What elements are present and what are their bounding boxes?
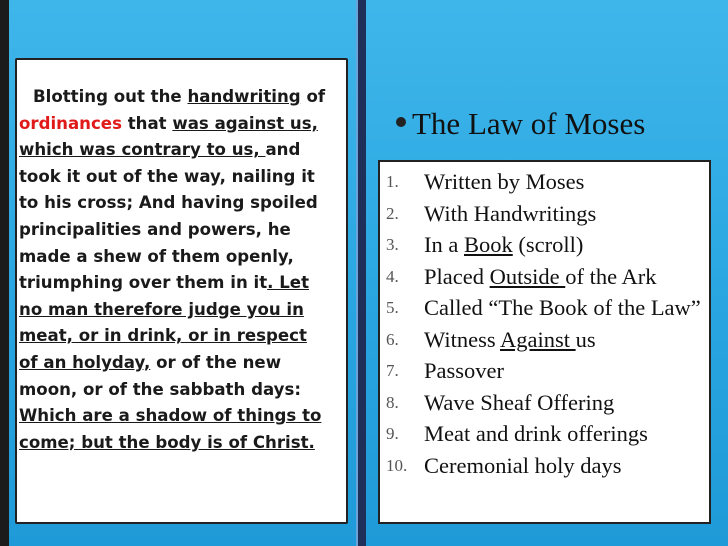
- list-item-run: Against: [499, 326, 576, 352]
- scripture-run: . Let: [267, 273, 309, 293]
- scripture-run: moon, or of the sabbath days:: [19, 379, 301, 399]
- list-item-text: [424, 229, 706, 261]
- scripture-run: no man therefore judge you in: [19, 299, 304, 319]
- list-item-run: of the Ark: [565, 263, 657, 289]
- list-item: [386, 324, 706, 356]
- scripture-run: was against us,: [172, 113, 318, 133]
- scripture-run: or of the new: [150, 352, 282, 372]
- scripture-line: [19, 164, 351, 191]
- list-item-text: [424, 166, 706, 198]
- list-item-run: (scroll): [512, 232, 584, 257]
- list-item-text: [424, 418, 706, 450]
- list-item-text: [424, 355, 706, 387]
- list-item-number: 6.: [386, 329, 399, 349]
- scripture-run: and: [265, 140, 301, 160]
- list-item-number: 9.: [386, 424, 399, 443]
- list-item-run: Meat and drink offerings: [424, 421, 648, 446]
- scripture-run: which was contrary to us,: [19, 140, 266, 160]
- list-item-text: [424, 261, 706, 293]
- scripture-line: [19, 244, 351, 271]
- list-item: [386, 292, 706, 324]
- scripture-line: [19, 323, 351, 350]
- list-item-number: 5.: [386, 298, 399, 317]
- list-item-run: Called “The Book of the Law”: [424, 295, 701, 320]
- list-item-number: 10.: [386, 455, 408, 475]
- scripture-line: [19, 84, 351, 111]
- scripture-line: [19, 403, 351, 430]
- center-divider: [356, 0, 366, 546]
- list-item-text: [424, 387, 706, 419]
- scripture-run: made a shew of them openly,: [19, 246, 294, 266]
- list-item-number: 2.: [386, 203, 399, 223]
- list-item: [386, 387, 706, 419]
- scripture-run: principalities and powers, he: [19, 219, 291, 239]
- scripture-line: [19, 377, 351, 404]
- list-item-run: Placed: [424, 263, 490, 289]
- scripture-line: [19, 217, 351, 244]
- list-item-run: Wave Sheaf Offering: [424, 389, 615, 415]
- list-item-text: [424, 450, 706, 482]
- list-item-run: Outside: [489, 263, 566, 289]
- list-item-run: Passover: [424, 358, 504, 383]
- list-item-number: 4.: [386, 266, 399, 286]
- scripture-run: of an holyday,: [19, 352, 151, 372]
- list-item-run: Ceremonial holy days: [424, 452, 622, 478]
- list-item: [386, 450, 706, 482]
- list-item-text: [424, 324, 706, 356]
- law-list: [386, 166, 706, 481]
- list-item-text: [424, 198, 706, 230]
- scripture-line: [19, 190, 351, 217]
- list-item-number: 3.: [386, 235, 399, 254]
- title-text: The Law of Moses: [412, 106, 646, 141]
- scripture-run: to his cross; And having spoiled: [19, 193, 318, 213]
- scripture-line: [19, 297, 351, 324]
- list-item-number: 1.: [386, 172, 399, 191]
- list-item-text: [424, 292, 706, 324]
- list-item-run: us: [575, 326, 596, 352]
- scripture-line: [19, 350, 351, 377]
- scripture-line: [19, 430, 351, 457]
- list-item-run: Written by Moses: [424, 169, 585, 194]
- list-item-run: In a: [424, 232, 464, 257]
- left-edge-bar: [0, 0, 9, 546]
- scripture-text: [19, 84, 351, 456]
- list-item-run: Book: [463, 232, 513, 257]
- law-of-moses-title: [396, 104, 645, 144]
- list-item: [386, 261, 706, 293]
- scripture-run: Which are a shadow of things to: [19, 406, 322, 426]
- scripture-run: come; but the body is of Christ.: [19, 432, 315, 452]
- list-item: [386, 229, 706, 261]
- list-item: [386, 355, 706, 387]
- scripture-run: of: [300, 87, 326, 106]
- bullet-icon: [396, 117, 406, 127]
- list-item-number: 7.: [386, 361, 399, 380]
- list-item-run: With Handwritings: [424, 200, 597, 226]
- scripture-line: [19, 111, 351, 138]
- scripture-line: [19, 270, 351, 297]
- scripture-run: ordinances: [19, 113, 122, 133]
- list-item: [386, 418, 706, 450]
- list-item: [386, 166, 706, 198]
- scripture-run: that: [121, 113, 173, 133]
- scripture-line: [19, 137, 351, 164]
- scripture-run: triumphing over them in it: [19, 273, 268, 293]
- scripture-run: took it out of the way, nailing it: [19, 166, 315, 186]
- list-item-number: 8.: [386, 392, 399, 412]
- scripture-run: handwriting: [187, 87, 301, 106]
- list-item-run: Witness: [424, 326, 500, 352]
- list-item: [386, 198, 706, 230]
- scripture-run: meat, or in drink, or in respect: [19, 326, 307, 346]
- scripture-run: Blotting out the: [33, 87, 188, 106]
